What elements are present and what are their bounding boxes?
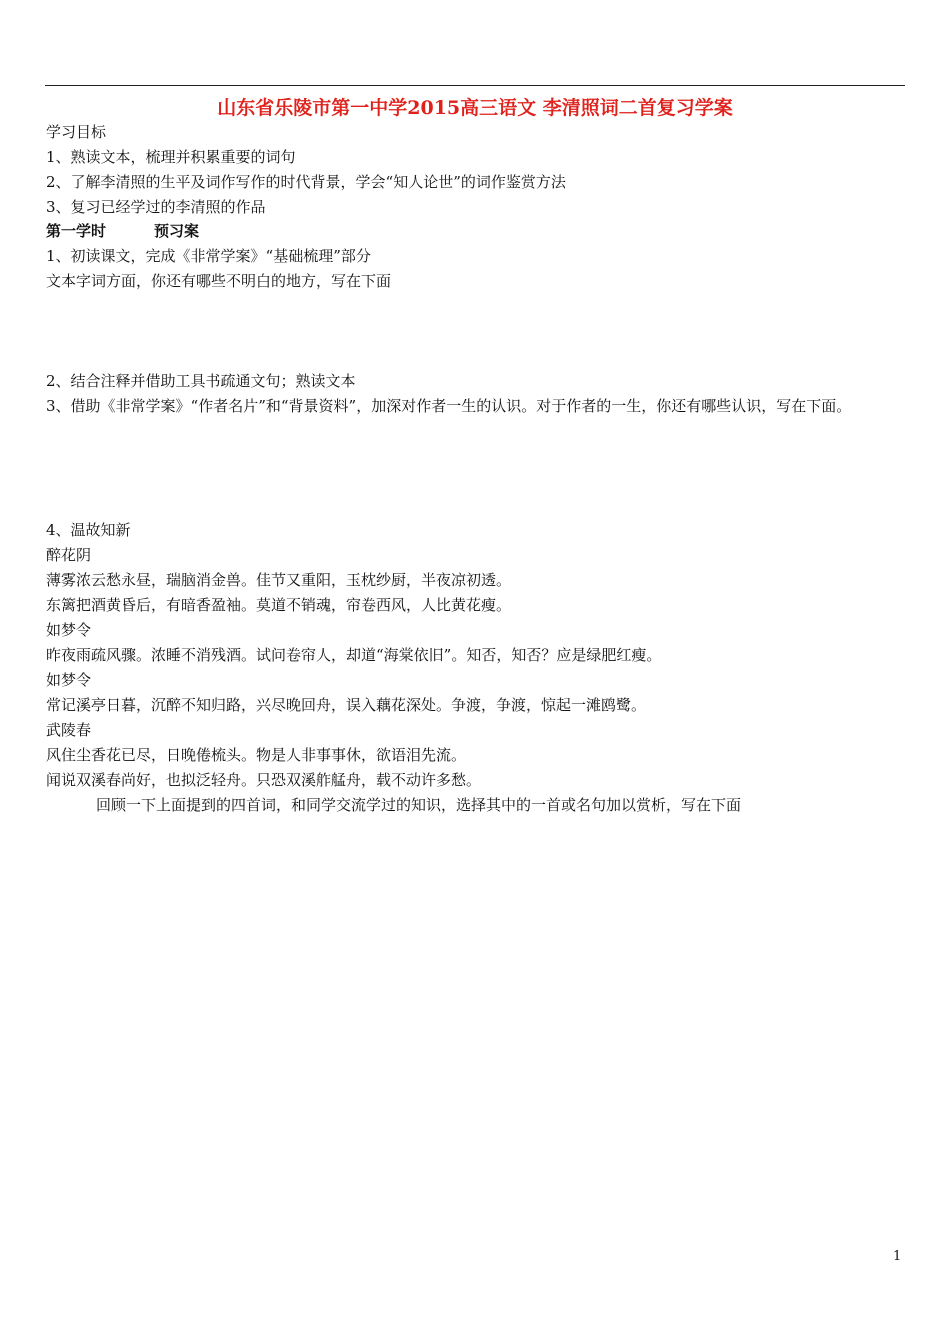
- poem-line: 风住尘香花已尽，日晚倦梳头。物是人非事事休，欲语泪先流。: [46, 746, 467, 764]
- section-heading: [46, 220, 199, 242]
- task-1-note: 文本字词方面，你还有哪些不明白的地方，写在下面: [46, 272, 392, 290]
- objectives-heading: 学习目标: [46, 123, 107, 141]
- task-2: 2、结合注释并借助工具书疏通文句；熟读文本: [46, 372, 356, 390]
- task-3: 3、借助《非常学案》“作者名片”和“背景资料”，加深对作者一生的认识。对于作者的一生，你还有哪些认识，写在下面。: [46, 397, 852, 415]
- objective-item: 2、了解李清照的生平及词作写作的时代背景，学会“知人论世”的词作鉴赏方法: [46, 173, 566, 191]
- document-title: 山东省乐陵市第一中学2015高三语文 李清照词二首复习学案: [217, 97, 733, 119]
- poem-title: 醉花阴: [46, 546, 92, 564]
- objective-item: 3、复习已经学过的李清照的作品: [46, 198, 266, 216]
- section-label: 第一学时: [46, 222, 107, 240]
- poem-line: 昨夜雨疏风骤。浓睡不消残酒。试问卷帘人，却道“海棠依旧”。知否，知否？应是绿肥红瘦。: [46, 646, 662, 664]
- poem-title: 如梦令: [46, 671, 92, 689]
- task-4: 4、温故知新: [46, 521, 131, 539]
- poem-line: 薄雾浓云愁永昼，瑞脑消金兽。佳节又重阳，玉枕纱厨，半夜凉初透。: [46, 571, 512, 589]
- poem-line: 闻说双溪春尚好，也拟泛轻舟。只恐双溪舴艋舟，载不动许多愁。: [46, 771, 482, 789]
- poem-line: 常记溪亭日暮，沉醉不知归路，兴尽晚回舟，误入藕花深处。争渡，争渡，惊起一滩鸥鹭。: [46, 696, 647, 714]
- page-number: 1: [893, 1249, 902, 1264]
- poem-title: 如梦令: [46, 621, 92, 639]
- poem-title: 武陵春: [46, 721, 92, 739]
- closing-instruction: 回顾一下上面提到的四首词，和同学交流学过的知识，选择其中的一首或名句加以赏析，写在下面: [96, 796, 742, 814]
- objective-item: 1、熟读文本，梳理并积累重要的词句: [46, 148, 296, 166]
- task-1: 1、初读课文，完成《非常学案》“基础梳理”部分: [46, 247, 371, 265]
- section-sublabel: 预习案: [154, 222, 200, 240]
- header-rule: [45, 85, 905, 86]
- poem-line: 东篱把酒黄昏后，有暗香盈袖。莫道不销魂，帘卷西风，人比黄花瘦。: [46, 596, 512, 614]
